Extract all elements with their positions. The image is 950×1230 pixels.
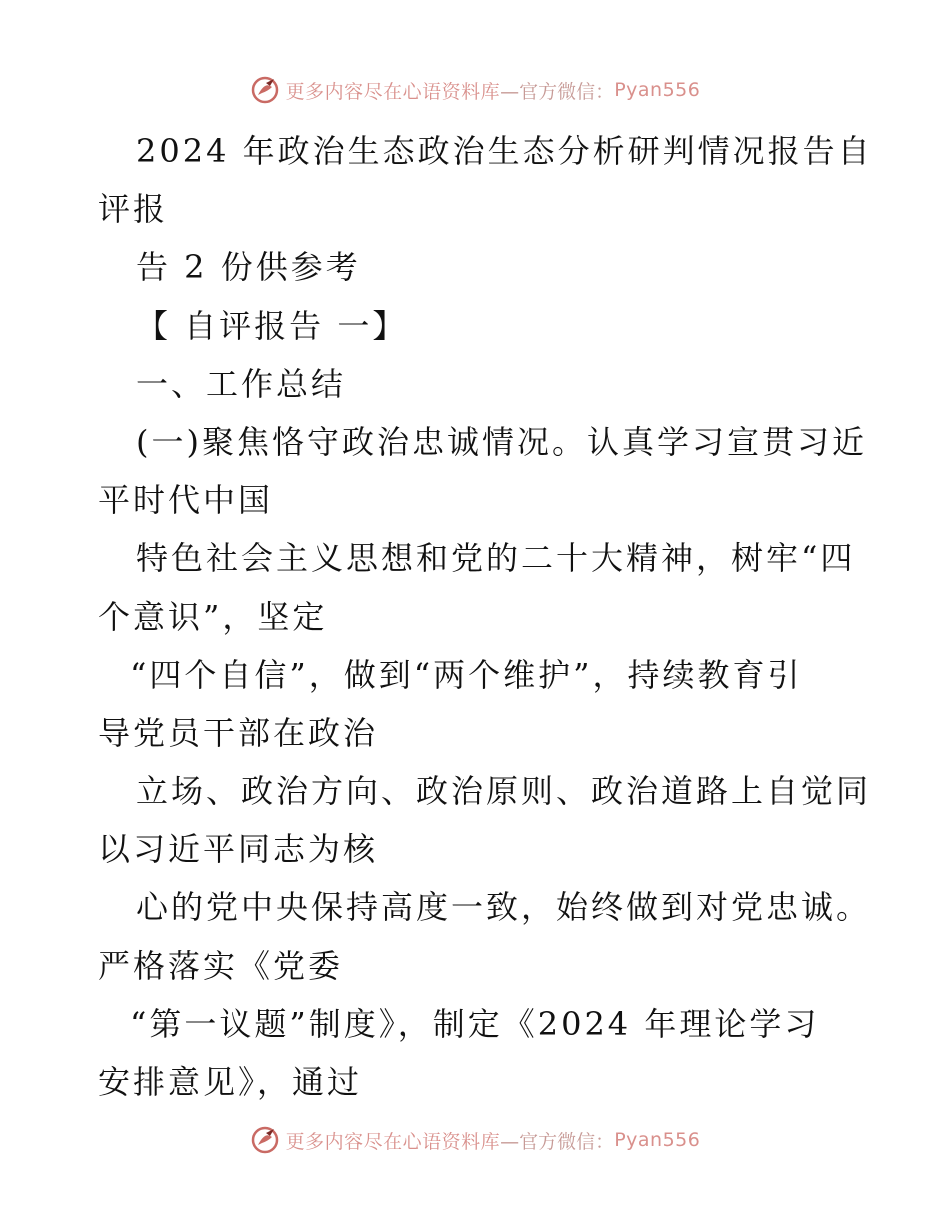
paragraph-line: (一)聚焦恪守政治忠诚情况。认真学习宣贯习近 (136, 422, 867, 461)
seal-logo-icon (250, 75, 280, 105)
watermark-separator-text: —官方微信： (500, 1130, 615, 1153)
footer-watermark (0, 1120, 950, 1160)
header-watermark (0, 70, 950, 110)
paragraph-line: 以习近平同志为核 (98, 830, 379, 869)
paragraph-line: 心的党中央保持高度一致，始终做到对党忠诚。 (136, 888, 872, 927)
watermark-id-text: Pyan556 (614, 1129, 701, 1151)
watermark-separator-text: —官方微信： (500, 80, 615, 103)
title-line-1: 2024 年政治生态政治生态分析研判情况报告自 (136, 132, 873, 170)
watermark-main-text: 更多内容尽在心语资料库 (285, 80, 501, 103)
paragraph-line: 平时代中国 (98, 481, 274, 520)
paragraph-line: “四个自信”，做到“两个维护”，持续教育引 (130, 655, 803, 694)
title-line-3: 告 2 份供参考 (136, 248, 361, 287)
document-body (98, 122, 873, 1111)
paragraph-line: 特色社会主义思想和党的二十大精神，树牢“四 (136, 539, 856, 578)
paragraph-line: 个意识”，坚定 (98, 597, 328, 636)
seal-logo-icon (250, 1125, 280, 1155)
section-heading-report-one: 【 自评报告 一】 (136, 306, 408, 345)
paragraph-line: “第一议题”制度》，制定《2024 年理论学习 (130, 1004, 820, 1043)
paragraph-line: 立场、政治方向、政治原则、政治道路上自觉同 (136, 772, 872, 811)
watermark-main-text: 更多内容尽在心语资料库 (285, 1130, 501, 1153)
paragraph-line: 严格落实《党委 (98, 946, 344, 985)
section-heading-work-summary: 一、工作总结 (136, 364, 347, 403)
paragraph-line: 导党员干部在政治 (98, 713, 379, 752)
title-line-2: 评报 (98, 190, 169, 229)
paragraph-line: 安排意见》，通过 (98, 1063, 363, 1101)
watermark-id-text: Pyan556 (614, 79, 701, 101)
